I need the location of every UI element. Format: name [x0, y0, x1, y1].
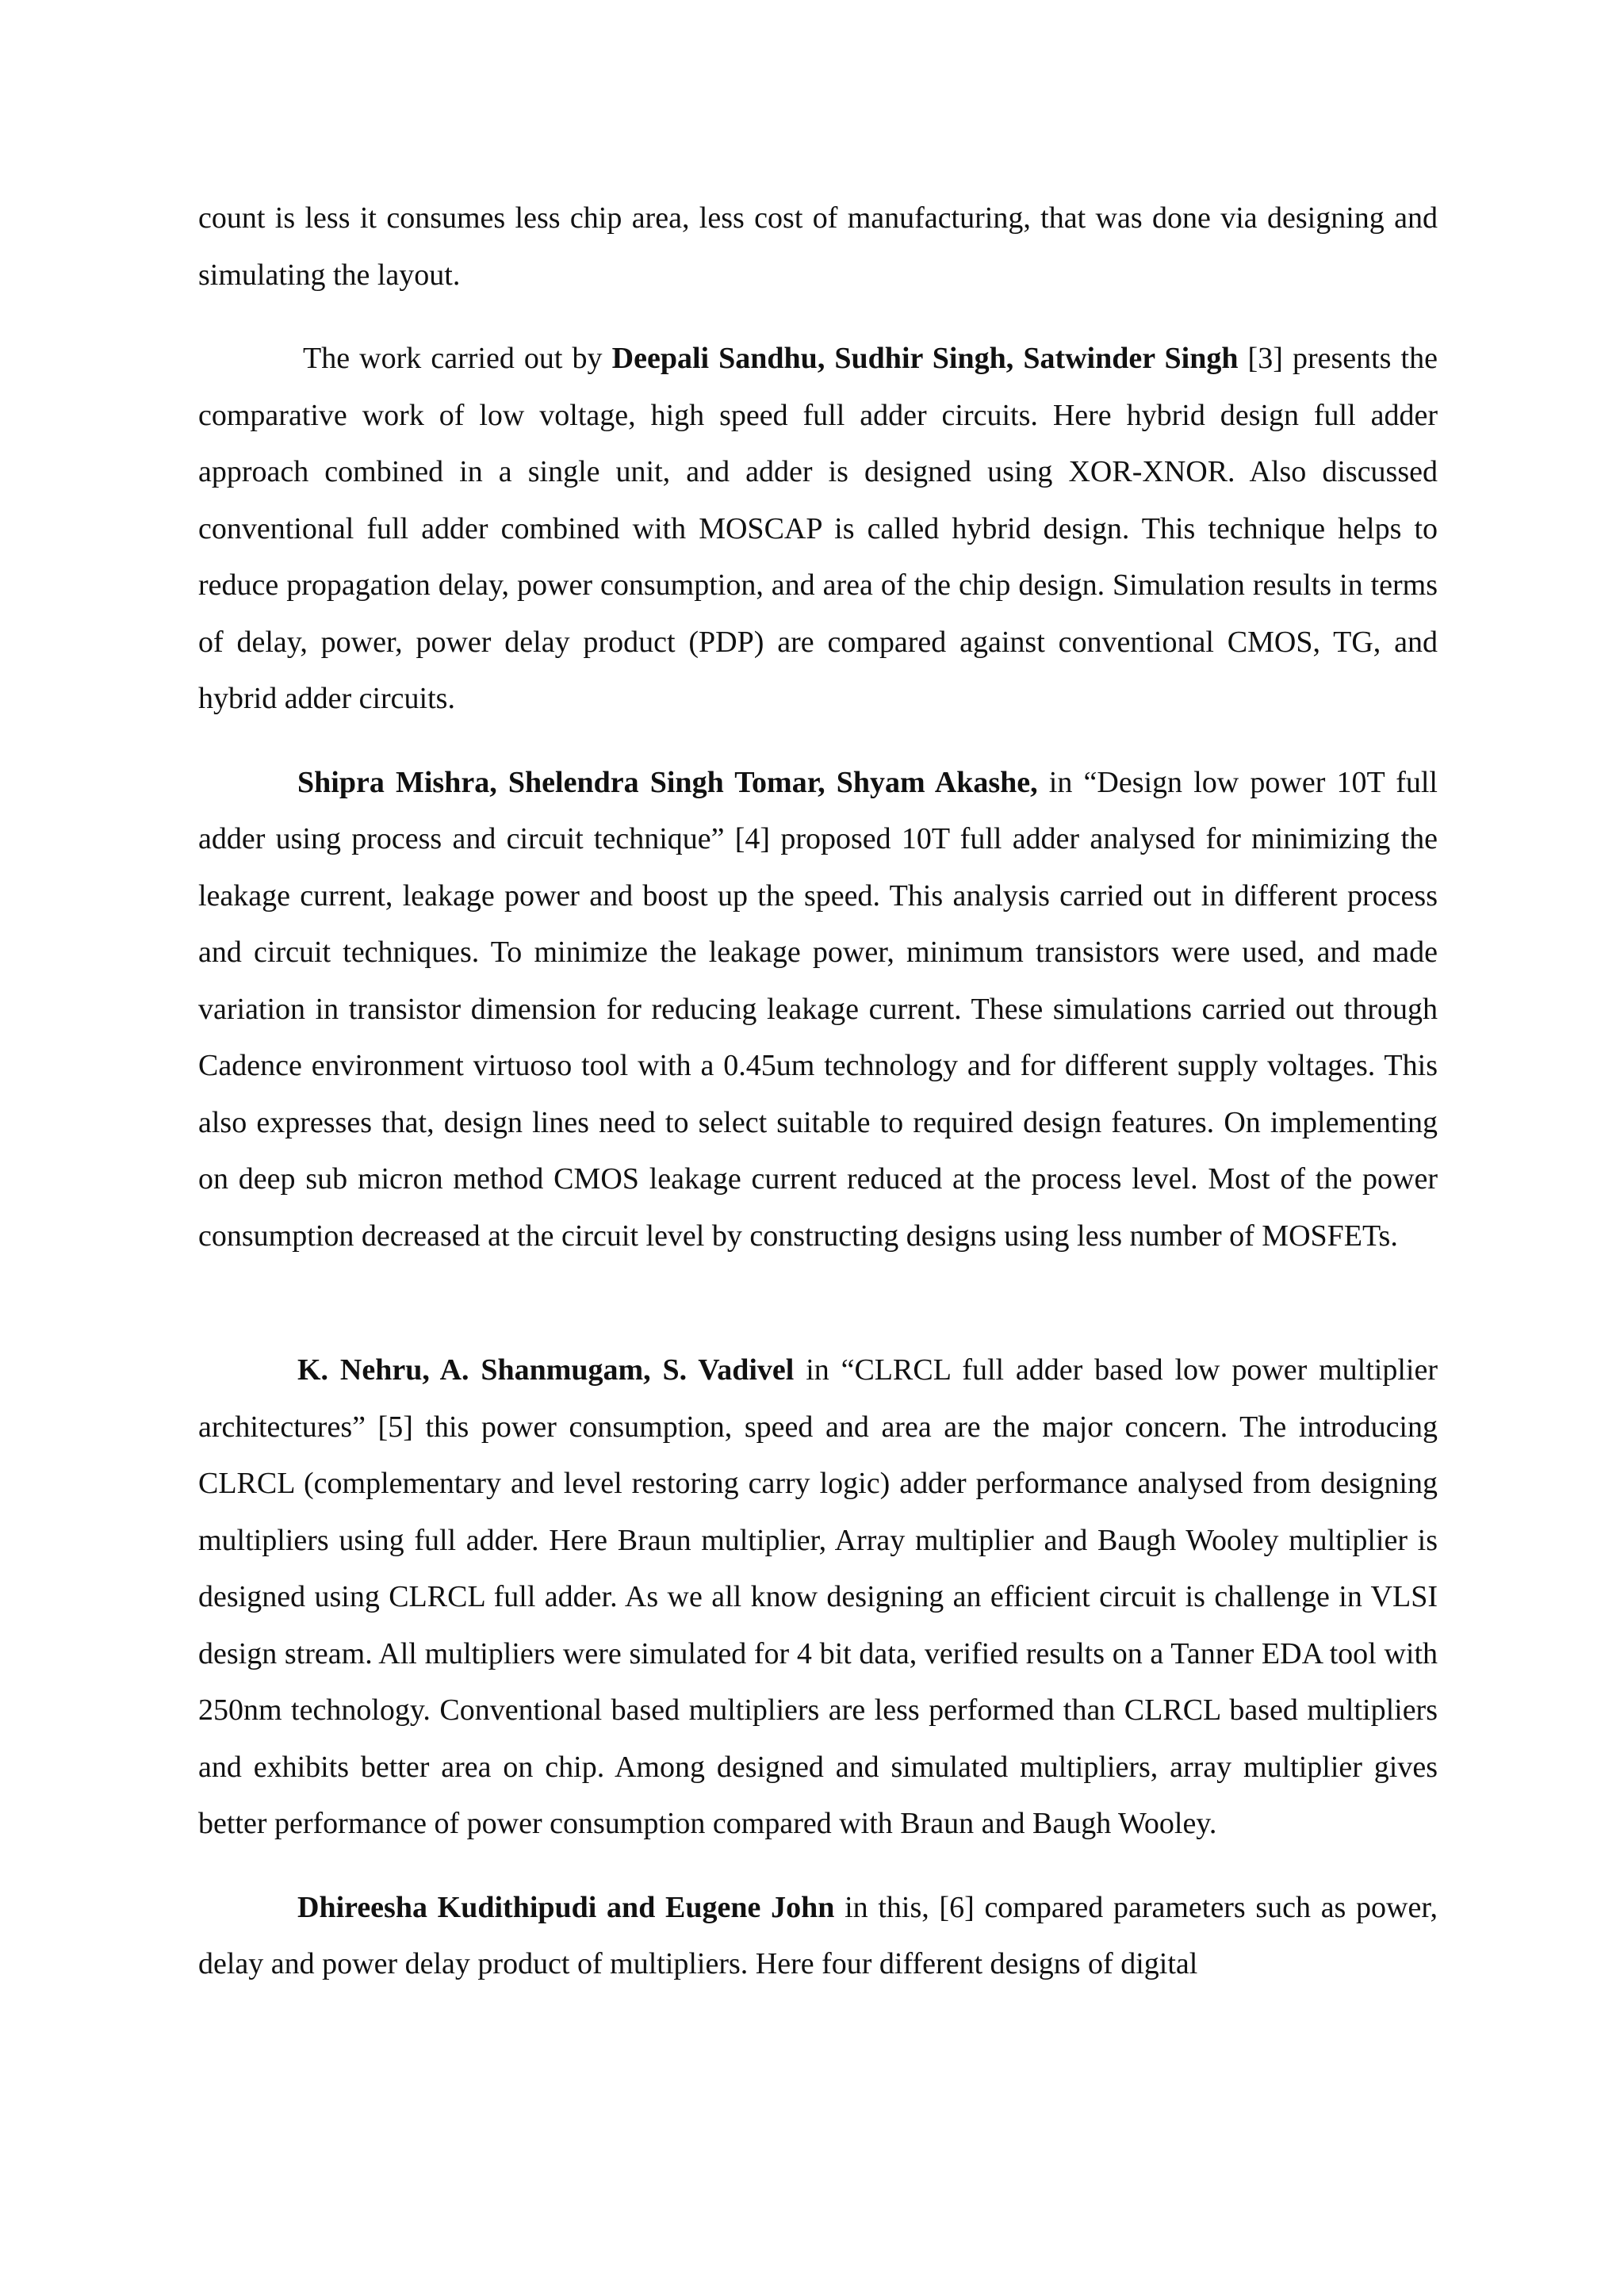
- paragraph-text: in “CLRCL full adder based low power multiplier architectures” [5] this power consumption, speed and area are the major concern. The introducing CLRCL (complementary and level restoring carry logic) adder performance analysed from designing multipliers using full adder. Here Braun multiplier, Array multiplier and Baugh Wooley multiplier is designed using CLRCL full adder. As we all know designing an efficient circuit is challenge in VLSI design stream. All multipliers were simulated for 4 bit data, verified results on a Tanner EDA tool with 250nm technology. Conventional based multipliers are less performed than CLRCL based multipliers and exhibits better area on chip. Among designed and simulated multipliers, array multiplier gives better performance of power consumption compared with Braun and Baugh Wooley.: [198, 1353, 1438, 1840]
- author-names: Deepali Sandhu, Sudhir Singh, Satwinder Singh: [611, 342, 1239, 375]
- paragraph-kudithipudi: [198, 1880, 1438, 1993]
- paragraph-sandhu: [198, 331, 1438, 728]
- paragraph-text: The work carried out by: [303, 342, 612, 375]
- paragraph-layout-intro: [198, 190, 1438, 304]
- paragraph-mishra: [198, 755, 1438, 1265]
- paragraph-text: in “Design low power 10T full adder using process and circuit technique” [4] proposed 10T full adder analysed for minimizing the leakage current, leakage power and boost up the speed. This analysis carried out in different process and circuit techniques. To minimize the leakage power, minimum transistors were used, and made variation in transistor dimension for reducing leakage current. These simulations carried out through Cadence environment virtuoso tool with a 0.45um technology and for different supply voltages. This also expresses that, design lines need to select suitable to required design features. On implementing on deep sub micron method CMOS leakage current reduced at the process level. Most of the power consumption decreased at the circuit level by constructing designs using less number of MOSFETs.: [198, 765, 1438, 1253]
- author-names: K. Nehru, A. Shanmugam, S. Vadivel: [297, 1353, 795, 1387]
- paragraph-nehru: [198, 1342, 1438, 1853]
- author-names: Dhireesha Kudithipudi and Eugene John: [297, 1890, 835, 1924]
- paragraph-text: count is less it consumes less chip area, less cost of manufacturing, that was done via designing and simulating the layout.: [198, 201, 1438, 292]
- paragraph-text: [3] presents the comparative work of low voltage, high speed full adder circuits. Here hybrid design full adder approach combined in a single unit, and adder is designed using XOR-XNOR. Also discussed conventional full adder combined with MOSCAP is called hybrid design. This technique helps to reduce propagation delay, power consumption, and area of the chip design. Simulation results in terms of delay, power, power delay product (PDP) are compared against conventional CMOS, TG, and hybrid adder circuits.: [198, 342, 1438, 715]
- paragraph-text: in this, [6] compared parameters such as power, delay and power delay product of multipliers. Here four different designs of digital: [198, 1890, 1438, 1980]
- author-names: Shipra Mishra, Shelendra Singh Tomar, Shyam Akashe,: [297, 765, 1038, 799]
- document-page: [198, 190, 1438, 1993]
